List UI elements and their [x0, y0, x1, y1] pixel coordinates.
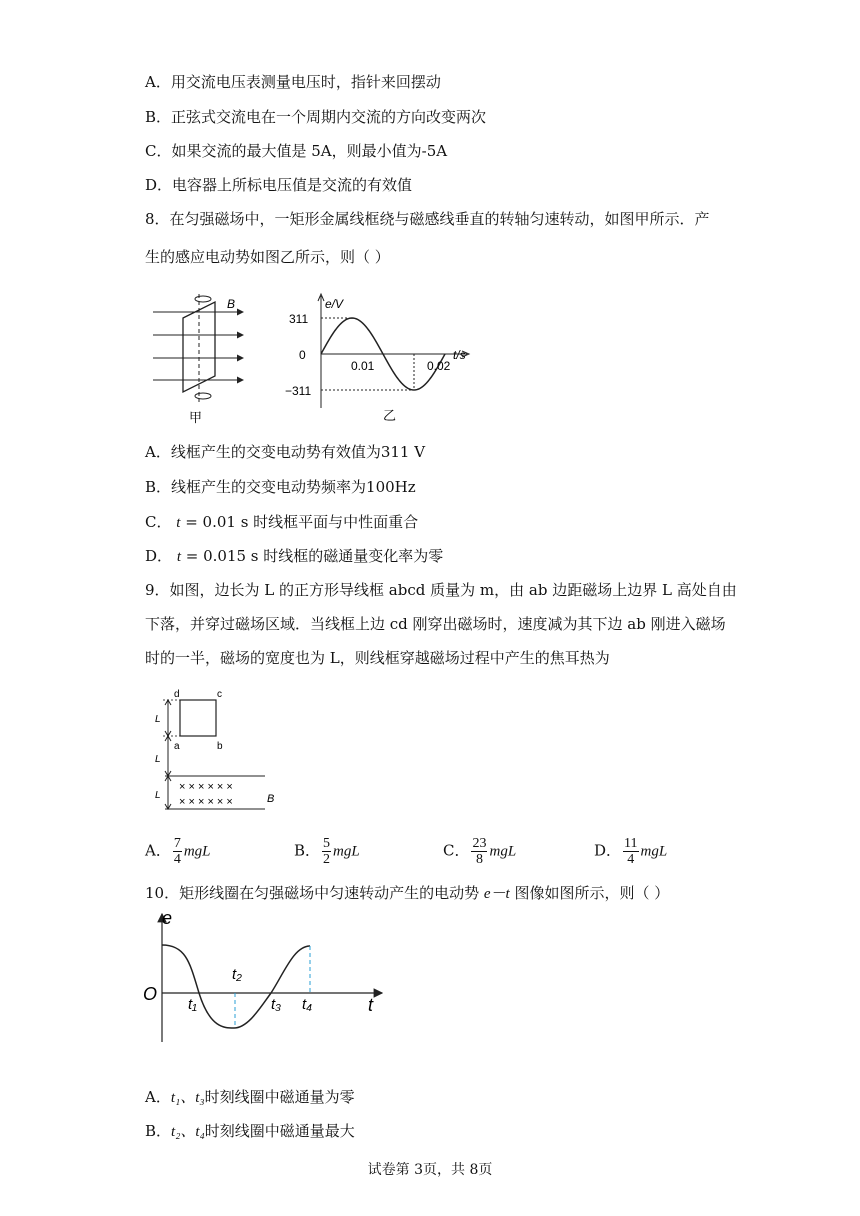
q10-option-a [145, 1087, 355, 1108]
q8-option-c-var: t [176, 515, 181, 531]
q8-option-d-var: t [176, 549, 181, 565]
numerator: 11 [624, 836, 638, 851]
y-axis-label: e/V [325, 297, 344, 311]
q8-figure-jia [145, 290, 270, 425]
q9-option-d-tail: mgL [640, 843, 668, 860]
corner-d: d [174, 689, 180, 700]
q9-option-c-tail: mgL [489, 843, 517, 860]
denominator: 8 [475, 852, 483, 867]
q8-option-d-text: = 0.015 s 时线框的磁通量变化率为零 [180, 547, 444, 565]
label-b: B [227, 297, 236, 311]
q9-option-d-prefix: D． [594, 841, 622, 860]
fraction [173, 836, 182, 867]
q10-option-b-text: 时刻线圈中磁通量最大 [204, 1122, 355, 1140]
caption-jia: 甲 [189, 410, 203, 425]
caption-yi: 乙 [383, 408, 397, 423]
q10-option-a-text: 时刻线圈中磁通量为零 [204, 1088, 355, 1106]
q9-option-d [594, 836, 667, 867]
q10-option-b-prefix: B． [145, 1122, 172, 1140]
q7-option-b: B．正弦式交流电在一个周期内交流的方向改变两次 [145, 108, 487, 126]
q10-option-a-math: t₁、t₃ [170, 1090, 205, 1106]
denominator: 4 [173, 852, 181, 867]
q9-stem-line1: 9．如图，边长为 L 的正方形导线框 abcd 质量为 m，由 ab 边距磁场上边界 L 高处自由 [145, 581, 737, 599]
tick-label-0: 0 [299, 348, 306, 362]
tick-t4: t₄ [302, 996, 313, 1013]
tick-t1: t₁ [188, 996, 197, 1013]
field-label-b: B [267, 793, 275, 805]
q8-stem-line1: 8．在匀强磁场中，一矩形金属线框绕与磁感线垂直的转轴匀速转动，如图甲所示．产 [145, 210, 710, 228]
denominator: 2 [323, 852, 331, 867]
q10-stem-post: 图像如图所示，则（ ） [509, 884, 670, 902]
tick-t2: t₂ [232, 966, 242, 983]
q8-option-c-prefix: C． [145, 513, 172, 531]
numerator: 23 [472, 836, 487, 851]
dim-l1: L [155, 714, 161, 725]
q9-stem-line3: 时的一半，磁场的宽度也为 L，则线框穿越磁场过程中产生的焦耳热为 [145, 649, 610, 667]
field-row-2: × × × × × × [179, 796, 233, 808]
q7-option-c: C．如果交流的最大值是 5A，则最小值为-5A [145, 142, 448, 160]
axis-label-t: t [368, 995, 374, 1015]
q8-option-c-text: = 0.01 s 时线框平面与中性面重合 [180, 513, 419, 531]
corner-a: a [174, 741, 180, 752]
q8-chart-yi [285, 290, 505, 425]
numerator: 5 [323, 836, 331, 851]
q10-option-a-prefix: A． [145, 1088, 171, 1106]
q10-option-b [145, 1121, 355, 1142]
q8-option-d [145, 546, 443, 567]
q10-figure [138, 908, 388, 1048]
q10-stem-math: e－t [483, 886, 510, 902]
field-row-1: × × × × × × [179, 781, 233, 793]
q7-option-d: D．电容器上所标电压值是交流的有效值 [145, 176, 413, 194]
origin-label: O [143, 984, 158, 1004]
q9-option-a-prefix: A． [145, 841, 171, 860]
page-footer: 试卷第 3页，共 8页 [367, 1162, 493, 1178]
q9-option-c-prefix: C． [443, 841, 470, 860]
tick-label-neg311: −311 [285, 384, 312, 398]
q8-option-b: B．线框产生的交变电动势频率为100Hz [145, 478, 416, 496]
q8-option-a: A．线框产生的交变电动势有效值为311 V [145, 443, 426, 461]
q9-option-c [443, 836, 516, 867]
q9-figure [145, 686, 285, 821]
fraction [471, 836, 487, 867]
tick-label-001: 0.01 [351, 359, 375, 373]
q10-stem-pre: 10．矩形线圈在匀强磁场中匀速转动产生的电动势 [145, 884, 484, 902]
q10-stem [145, 883, 669, 904]
dim-l2: L [155, 754, 161, 765]
tick-label-311: 311 [289, 312, 309, 326]
x-axis-label: t/s [453, 348, 466, 362]
q8-stem-line2: 生的感应电动势如图乙所示，则（ ） [145, 248, 390, 266]
corner-b: b [217, 741, 223, 752]
fraction [322, 836, 331, 867]
denominator: 4 [627, 852, 635, 867]
tick-label-002: 0.02 [427, 359, 451, 373]
q9-stem-line2: 下落，并穿过磁场区域．当线框上边 cd 刚穿出磁场时，速度减为其下边 ab 刚进入磁场 [145, 615, 726, 633]
q9-option-b-tail: mgL [333, 843, 360, 860]
axis-label-e: e [162, 908, 173, 928]
q9-option-b [294, 836, 360, 867]
tick-t3: t₃ [271, 996, 282, 1013]
q9-option-a-tail: mgL [183, 843, 211, 860]
q7-option-a: A．用交流电压表测量电压时，指针来回摆动 [145, 73, 441, 91]
fraction [623, 836, 638, 867]
q8-option-c [145, 512, 418, 533]
numerator: 7 [173, 836, 181, 851]
dim-l3: L [155, 790, 161, 801]
corner-c: c [217, 689, 222, 700]
q9-option-a [145, 836, 211, 867]
q9-option-b-prefix: B． [294, 841, 321, 860]
q8-option-d-prefix: D． [145, 547, 173, 565]
q10-option-b-math: t₂、t₄ [171, 1124, 205, 1140]
